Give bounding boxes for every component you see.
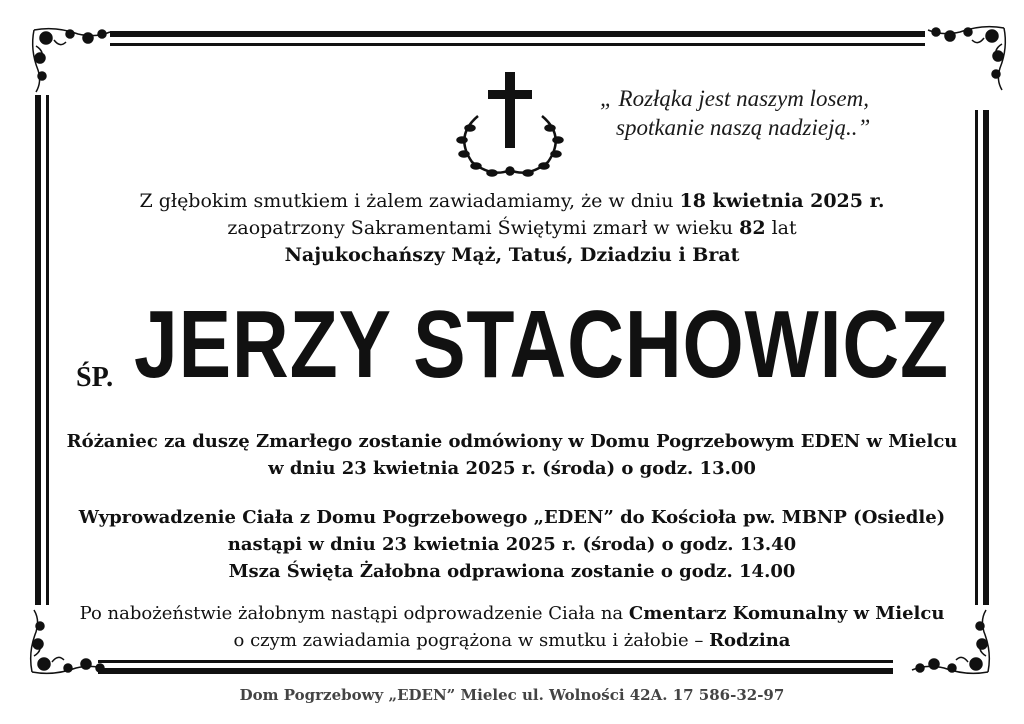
announcement (0, 188, 1024, 269)
rosary-line-1: Różaniec za duszę Zmarłego zostanie odmówiony w Domu Pogrzebowym EDEN w Mielcu (66, 431, 958, 452)
funeral-home-footer: Dom Pogrzebowy „EDEN” Mielec ul. Wolności 42A. 17 586-32-97 (239, 686, 785, 704)
sp-prefix: ŚP. (76, 362, 114, 393)
procession-info (0, 504, 1024, 585)
cross-icon (448, 70, 572, 182)
announcement-text: lat (765, 217, 797, 239)
burial-text: Po nabożeństwie żałobnym nastąpi odprowadzenie Ciała na (79, 603, 629, 624)
burial-text: o czym zawiadamia pogrążona w smutku i żałobie – (233, 630, 710, 651)
burial-line-1 (0, 600, 1024, 627)
cemetery-name: Cmentarz Komunalny w Mielcu (628, 603, 945, 624)
frame-bottom-thick (98, 668, 893, 674)
procession-line-2: nastąpi w dniu 23 kwietnia 2025 r. (środa) o godz. 13.40 (227, 534, 797, 555)
floral-corner-icon (26, 24, 116, 94)
quote-line-1: „ Rozłąka jest naszym losem, (600, 86, 869, 111)
family-signature: Rodzina (709, 630, 791, 651)
announcement-line-2 (0, 215, 1024, 242)
announcement-text: Z głębokim smutkiem i żalem zawiadamiamy, że w dniu (139, 190, 680, 212)
floral-corner-icon (922, 22, 1012, 92)
frame-top-thick (110, 31, 925, 37)
frame-bottom-thin (98, 660, 893, 663)
deceased-name-row (76, 290, 976, 410)
rosary-line-2: w dniu 23 kwietnia 2025 r. (środa) o godz. 13.00 (268, 458, 756, 479)
announcement-text: zaopatrzony Sakramentami Świętymi zmarł w wieku (227, 217, 740, 239)
burial-info (0, 600, 1024, 654)
announcement-line-1 (0, 188, 1024, 215)
rosary-info (0, 428, 1024, 482)
announcement-line-3 (0, 242, 1024, 269)
death-date: 18 kwietnia 2025 r. (679, 190, 885, 212)
age: 82 (739, 217, 766, 239)
quote (600, 84, 940, 142)
deceased-name: JERZY STACHOWICZ (134, 291, 949, 398)
burial-line-2 (0, 627, 1024, 654)
family-roles: Najukochańszy Mąż, Tatuś, Dziadziu i Brat (284, 244, 740, 266)
frame-top-thin (110, 43, 925, 46)
mass-line: Msza Święta Żałobna odprawiona zostanie o godz. 14.00 (228, 561, 796, 582)
quote-line-2: spotkanie naszą nadzieją..” (616, 115, 871, 140)
procession-line-1: Wyprowadzenie Ciała z Domu Pogrzebowego „EDEN” do Kościoła pw. MBNP (Osiedle) (78, 507, 946, 528)
